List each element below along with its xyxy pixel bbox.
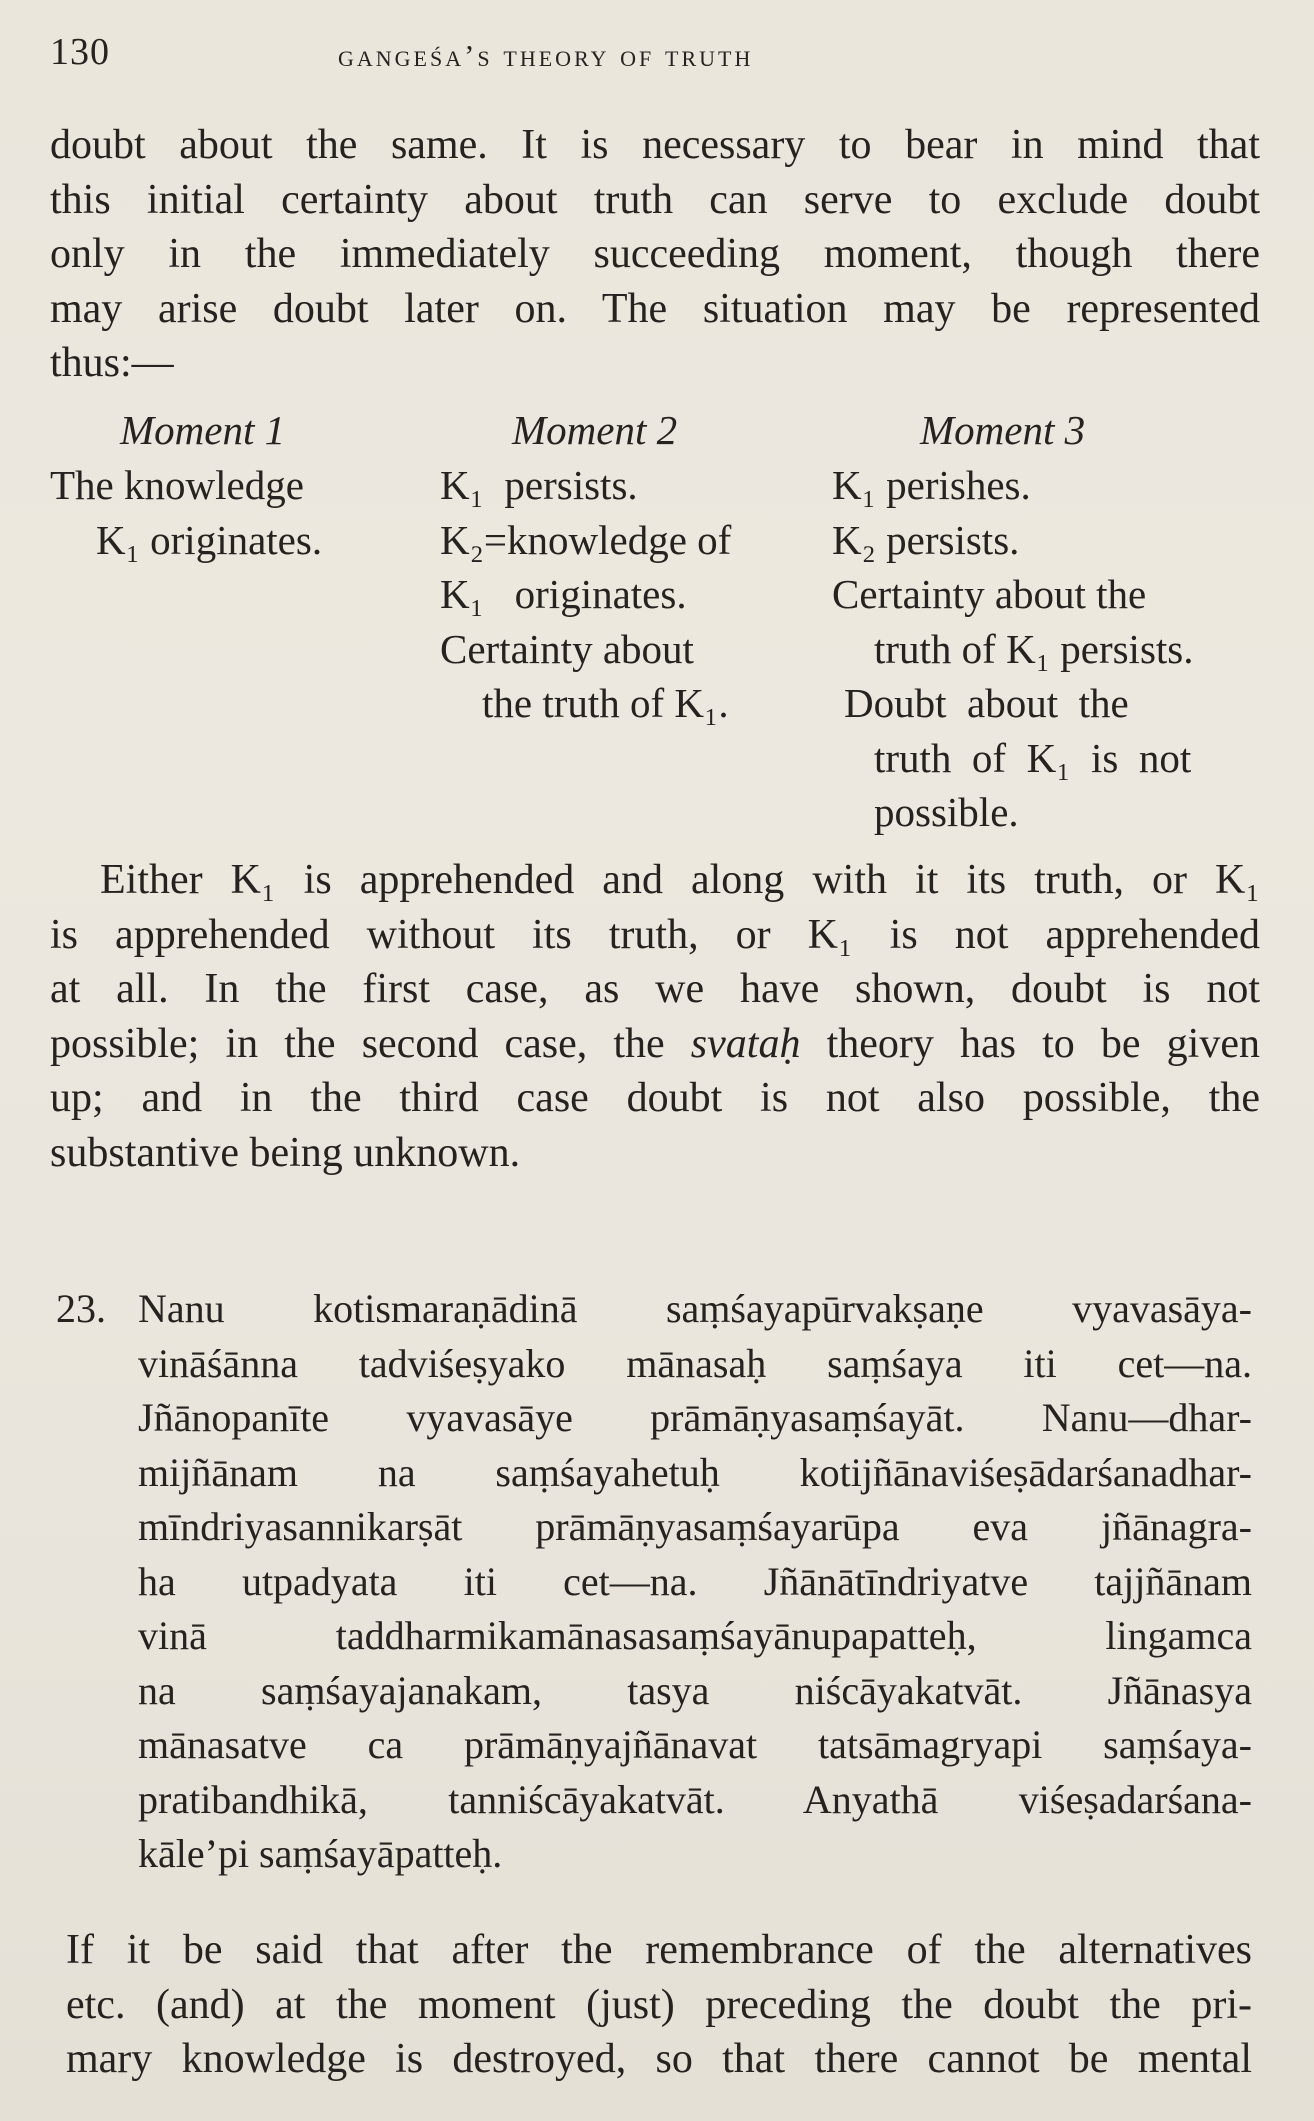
sanskrit-line: ha utpadyata iti cet—na. Jñānātīndriyatve tajjñānam xyxy=(138,1558,1252,1604)
sanskrit-line: mijñānam na saṃśayahetuḥ kotijñānaviśeṣādarśanadhar- xyxy=(138,1449,1252,1495)
sanskrit-body xyxy=(138,1282,1252,1882)
moment-1-line: The knowledge xyxy=(50,462,304,508)
moment-3-heading: Moment 3 xyxy=(920,407,1086,453)
text-line: etc. (and) at the moment (just) preceding the doubt the pri- xyxy=(66,1981,1252,2028)
moment-2-heading: Moment 2 xyxy=(512,407,678,453)
text-segment: theory has to be given xyxy=(800,1020,1260,1067)
body-paragraph xyxy=(50,853,1260,1180)
sanskrit-line: na saṃśayajanakam, tasya niścāyakatvāt. Jñānasya xyxy=(138,1667,1252,1713)
moment-3-line: possible. xyxy=(874,789,1019,835)
text-line: only in the immediately succeeding moment, though there xyxy=(50,231,1260,277)
text-line: up; and in the third case doubt is not also possible, the xyxy=(50,1075,1260,1121)
intro-paragraph xyxy=(50,118,1260,391)
text-line: is apprehended without its truth, or K₁ is not apprehended xyxy=(50,911,1260,958)
text-line xyxy=(50,1017,1260,1072)
translation-paragraph xyxy=(66,1923,1252,2087)
moment-1-heading: Moment 1 xyxy=(120,407,286,453)
sanskrit-passage xyxy=(56,1282,1252,1882)
text-line: Either K₁ is apprehended and along with it its truth, or K₁ xyxy=(100,857,1260,903)
moment-3-line: truth of K₁ persists. xyxy=(874,625,1194,672)
moment-2-line: the truth of K₁. xyxy=(482,680,729,726)
moment-3-line: truth of K₁ is not xyxy=(874,734,1192,781)
sanskrit-line: pratibandhikā, tanniścāyakatvāt. Anyathā viśeṣadarśana- xyxy=(138,1776,1252,1822)
moment-3-line: K₁ perishes. xyxy=(832,462,1031,508)
sanskrit-line: mīndriyasannikarṣāt prāmāṇyasaṃśayarūpa eva jñānagra- xyxy=(138,1504,1252,1549)
sanskrit-line: Nanu kotismaraṇādinā saṃśayapūrvakṣaṇe vyavasāya- xyxy=(138,1286,1252,1331)
text-line: If it be said that after the remembrance of the alternatives xyxy=(66,1927,1252,1973)
moment-3-line: Certainty about the xyxy=(832,571,1147,617)
moments-table xyxy=(50,403,1260,843)
moment-3-line: K₂ persists. xyxy=(832,516,1020,563)
sanskrit-line: kāle’pi saṃśayāpatteḥ. xyxy=(138,1831,503,1876)
section-number: 23. xyxy=(56,1286,106,1331)
text-line: this initial certainty about truth can serve to exclude doubt xyxy=(50,176,1260,223)
moment-3-line: Doubt about the xyxy=(844,680,1129,726)
text-line: doubt about the same. It is necessary to bear in mind that xyxy=(50,122,1260,168)
sanskrit-line: vināśānna tadviśeṣyako mānasaḥ saṃśaya iti cet—na. xyxy=(138,1340,1252,1386)
moment-2-line: K₁ originates. xyxy=(440,571,687,617)
moment-3-column xyxy=(832,403,1262,840)
moment-2-line: Certainty about xyxy=(440,625,694,672)
moment-2-line: K₁ persists. xyxy=(440,462,638,508)
text-line: mary knowledge is destroyed, so that there cannot be mental xyxy=(66,2036,1252,2082)
sanskrit-line: mānasatve ca prāmāṇyajñānavat tatsāmagryapi saṃśaya- xyxy=(138,1722,1252,1767)
moment-2-column xyxy=(440,403,860,731)
sanskrit-line: vinā taddharmikamānasasaṃśayānupapatteḥ, lingamca xyxy=(138,1613,1252,1658)
moment-1-column xyxy=(50,403,410,567)
text-segment: possible; in the second case, the xyxy=(50,1020,691,1067)
text-line: at all. In the first case, as we have shown, doubt is not xyxy=(50,966,1260,1012)
text-line: substantive being unknown. xyxy=(50,1129,521,1176)
page-number: 130 xyxy=(50,31,110,73)
text-line: may arise doubt later on. The situation may be represented xyxy=(50,285,1260,332)
italic-term: svataḥ xyxy=(690,1020,801,1067)
moment-2-line: K₂=knowledge of xyxy=(440,516,732,563)
text-line: thus:— xyxy=(50,340,174,386)
page-header xyxy=(50,30,1260,80)
running-head: gangeśa’s theory of truth xyxy=(338,38,754,73)
sanskrit-line: Jñānopanīte vyavasāye prāmāṇyasaṃśayāt. Nanu—dhar- xyxy=(138,1395,1252,1440)
moment-1-line: K₁ originates. xyxy=(96,516,323,563)
